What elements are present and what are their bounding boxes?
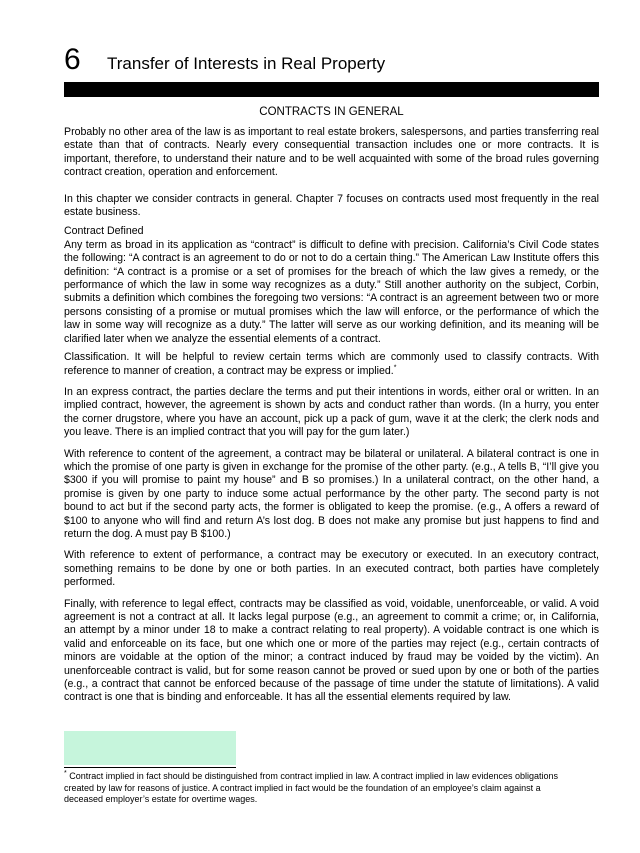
definition-paragraph: Any term as broad in its application as “contract” is difficult to define with precision. California’s Civil Code states the following: “A contract is an agreement to do or not to do a certain thing.” The American Law Institute offers this definition: “A contract is a promise or a set of promises for the breach of which the law gives a remedy, or the performance of which the law in some way recognizes as a duty.” Still another authority on the subject, Corbin, submits a definition which combines the foregoing two versions: “A contract is an agreement between two or more persons consisting of a promise or mutual promises which the law will enforce, or the performance of which the law in some way will recognize as a duty.” The latter will serve as our working definition, and its meaning will be clarified later when we analyze the essential elements of a contract. [64,238,599,345]
express-implied-paragraph: In an express contract, the parties declare the terms and put their intentions in words, either oral or written. In an implied contract, however, the agreement is shown by acts and conduct rather than words. (In a hurry, you enter the corner drugstore, where you have an account, pick up a pack of gum, wave it at the clerk; the clerk nods and you leave. There is an implied contract that you will pay for the gum later.) [64,385,599,439]
chapter-title: Transfer of Interests in Real Property [107,54,386,73]
footnote-mark: * [64,770,67,777]
footnote [64,771,564,806]
main-content [64,105,599,705]
footnote-separator [64,767,236,768]
legal-effect-paragraph: Finally, with reference to legal effect, contracts may be classified as void, voidable, unenforceable, or valid. A void agreement is not a contract at all. It lacks legal purpose (e.g., an agreement to commit a crime; or, in California, an attempt by a minor under 18 to make a contract relating to real property). A voidable contract is one which is valid and enforceable on its face, but one which one or more of the parties may reject (e.g., certain contracts of minors are voidable at the option of the minor; a contract induced by fraud may be voided by the victim). An unenforceable contract is valid, but for some reason cannot be proved or sued upon by one or both of the parties (e.g., a contract that cannot be enforced because of the passage of time under the statute of limitations). A valid contract is one that is binding and enforceable. It has all the essential elements required by law. [64,597,599,704]
classification-paragraph [64,351,599,378]
intro-paragraph: Probably no other area of the law is as important to real estate brokers, salespersons, and parties transferring real estate than that of contracts. Nearly every consequential transaction includes one or more contracts. It is important, therefore, to understand their nature and to be well acquainted with some of the broad rules governing contract creation, operation and enforcement. [64,126,599,179]
chapter-number: 6 [64,43,81,76]
footnote-text: Contract implied in fact should be distinguished from contract implied in law. A contract implied in law evidences obligations created by law for reasons of justice. A contract implied in fact would be the foundation of an employee’s claim against a deceased employer’s estate for overtime wages. [64,771,558,805]
footnote-reference: * [393,363,397,371]
executory-executed-paragraph: With reference to extent of performance, a contract may be executory or executed. In an executory contract, something remains to be done by one or both parties. In an executed contract, both parties have completely performed. [64,549,599,589]
subheading-contract-defined: Contract Defined [64,225,144,238]
chapter-note-paragraph: In this chapter we consider contracts in general. Chapter 7 focuses on contracts used most frequently in the real estate business. [64,192,599,219]
page-header [64,42,385,78]
bilateral-unilateral-paragraph: With reference to content of the agreement, a contract may be bilateral or unilateral. A bilateral contract is one in which the promise of one party is given in exchange for the promise of the other party. (e.g., A tells B, “I’ll give you $300 if you will promise to paint my house” and B so promises.) In a unilateral contract, on the other hand, a promise is given by one party to induce some actual performance by the other party. The second party is not bound to act but if the second party acts, the former is obligated to keep the promise. (e.g., A offers a reward of $100 to anyone who will find and return A’s lost dog. B does not make any promise but just happens to find and return the dog. A must pay B $100.) [64,447,599,540]
classification-text: Classification. It will be helpful to review certain terms which are commonly used to classify contracts. With reference to manner of creation, a contract may be express or implied. [64,351,599,377]
header-rule [64,82,599,97]
highlight-box [64,731,236,765]
section-title: CONTRACTS IN GENERAL [259,106,404,118]
